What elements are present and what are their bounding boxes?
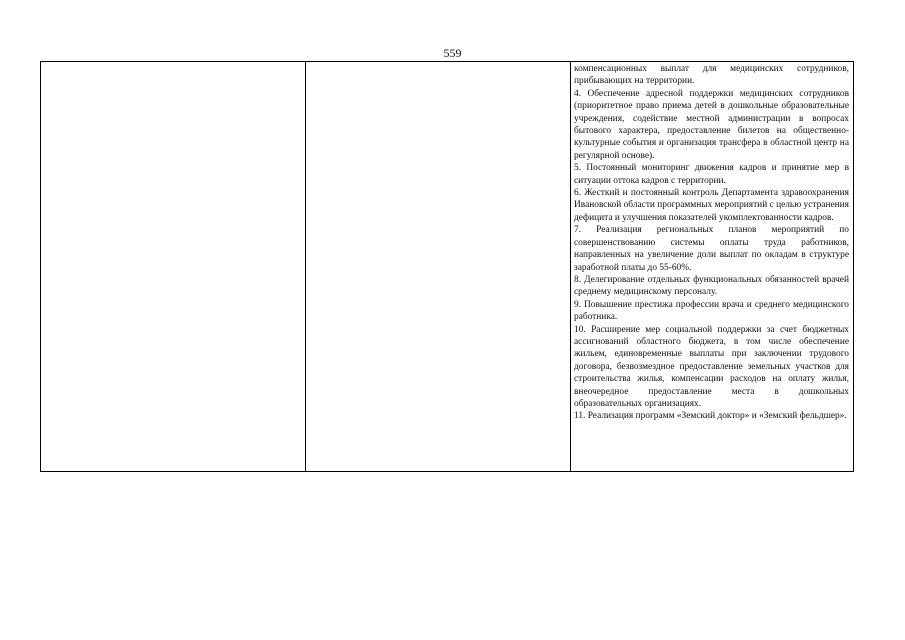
paragraph-item-4: 4. Обеспечение адресной поддержки медицинских сотрудников (приоритетное право приема детей в дошкольные образовательные учреждения, содействие местной администрации в вопросах бытового характера, предоставление билетов на общественно-культурные события и организация трансфера в областной центр на регулярной основе). bbox=[574, 88, 849, 161]
cell-col3-text bbox=[571, 62, 853, 471]
table-cell-col1 bbox=[41, 62, 306, 472]
table-cell-col3 bbox=[571, 62, 854, 472]
cell-col1-text bbox=[41, 62, 305, 471]
paragraph-item-5: 5. Постоянный мониторинг движения кадров и принятие мер в ситуации оттока кадров с территории. bbox=[574, 163, 849, 186]
paragraph-item-8: 8. Делегирование отдельных функциональных обязанностей врачей среднему медицинскому персоналу. bbox=[574, 274, 849, 298]
document-table bbox=[40, 61, 854, 472]
cell-col2-text bbox=[306, 62, 570, 471]
paragraph-item-6: 6. Жесткий и постоянный контроль Департамента здравоохранения Ивановской области программных мероприятий с целью устранения дефицита и улучшения показателей укомплектованности кадров. bbox=[574, 188, 849, 223]
paragraph-item-10: 10. Расширение мер социальной поддержки за счет бюджетных ассигнований областного бюджета, в том числе обеспечение жильем, единовременные выплаты при заключении трудового договора, безвозмездное предоставление земельных участков для строительства жилья, компенсации расходов на оплату жилья, внеочередное предоставление места в дошкольных образовательных организациях. bbox=[574, 324, 849, 409]
page-number: 559 bbox=[443, 46, 462, 60]
paragraph-item-7: 7. Реализация региональных планов мероприятий по совершенствованию системы оплаты труда работников, направленных на увеличение доли выплат по окладам в структуре заработной платы до 55-60%. bbox=[574, 225, 849, 273]
paragraph-continuation: компенсационных выплат для медицинских сотрудников, прибывающих на территории. bbox=[574, 64, 849, 87]
paragraph-item-9: 9. Повышение престижа профессии врача и среднего медицинского работника. bbox=[574, 299, 849, 323]
table-row bbox=[41, 62, 854, 472]
table-cell-col2 bbox=[306, 62, 571, 472]
paragraph-item-11: 11. Реализация программ «Земский доктор» и «Земский фельдшер». bbox=[574, 411, 847, 422]
